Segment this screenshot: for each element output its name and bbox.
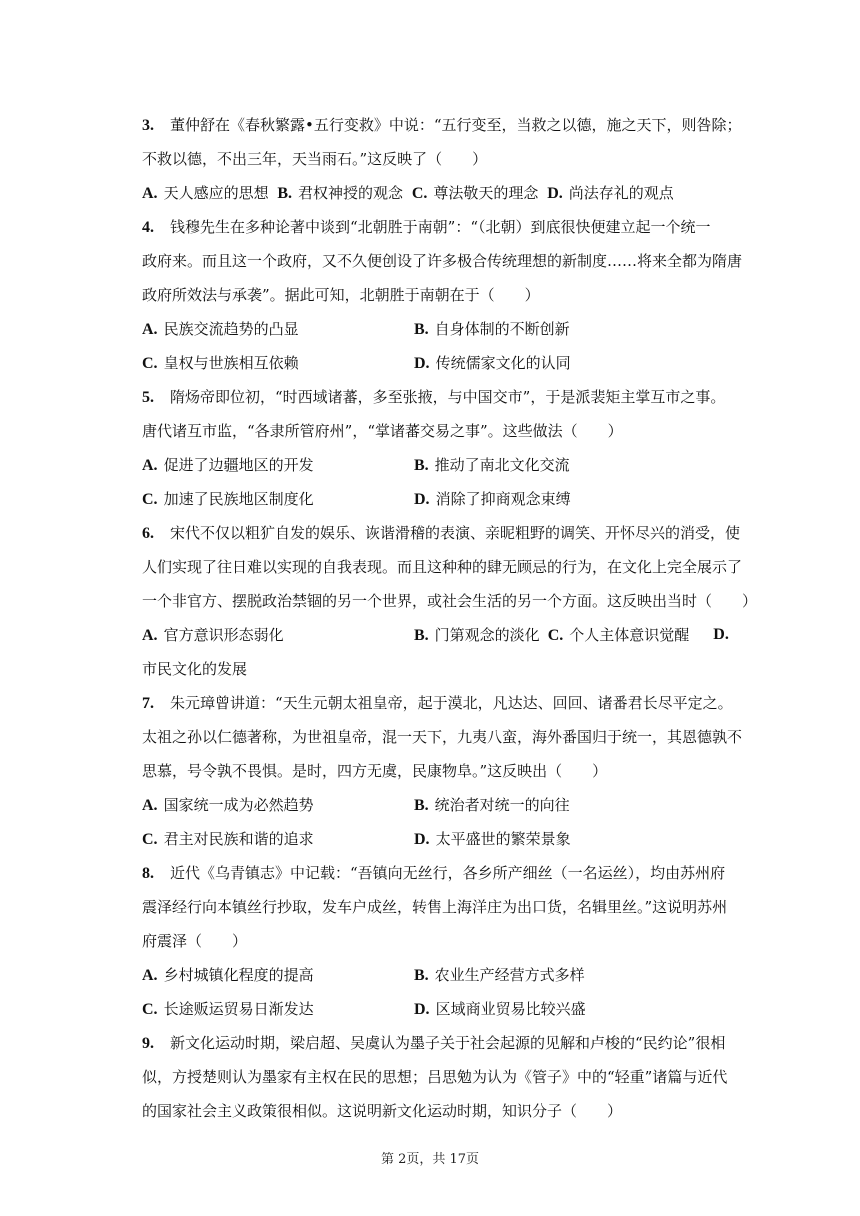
question-number: 3.: [142, 117, 154, 134]
option-c[interactable]: C. 个人主体意识觉醒: [547, 626, 690, 644]
question-9-line-2: 似，方授楚则认为墨家有主权在民的思想；吕思勉为认为《管子》中的“轻重”诸篇与近代: [142, 1068, 728, 1086]
option-c[interactable]: C. 长途贩运贸易日渐发达: [142, 1000, 314, 1018]
question-8-options-row-1: [142, 958, 750, 992]
option-b[interactable]: B. 农业生产经营方式多样: [414, 966, 585, 984]
option-b[interactable]: B. 统治者对统一的向往: [414, 796, 570, 814]
page-footer: 第 2页，共 17页: [380, 1152, 480, 1167]
option-d[interactable]: D. 区域商业贸易比较兴盛: [414, 1000, 586, 1018]
question-3-options: [142, 176, 750, 210]
question-9-line-3: 的国家社会主义政策很相似。这说明新文化运动时期，知识分子（ ）: [142, 1102, 623, 1120]
question-7-line-3: 思慕，号令孰不畏惧。是时，四方无虞，民康物阜。”这反映出（ ）: [142, 762, 608, 780]
question-7-options-row-1: [142, 788, 750, 822]
question-text: 董仲舒在《春秋繁露•五行变救》中说：“五行变至，当救之以德，施之天下，则咎除；: [170, 116, 742, 134]
question-3-line-1: [142, 108, 750, 142]
question-6-line-1: [142, 516, 750, 550]
question-8-line-3: 府震泽（ ）: [142, 932, 248, 950]
option-b[interactable]: B. 门第观念的淡化: [414, 626, 540, 644]
question-8-options-row-2: [142, 992, 750, 1026]
question-text: 新文化运动时期，梁启超、吴虞认为墨子关于社会起源的见解和卢梭的“民约论”很相: [170, 1034, 726, 1052]
question-6-line-2: 人们实现了往日难以实现的自我表现。而且这种种的肆无顾忌的行为，在文化上完全展示了: [142, 558, 743, 576]
question-5-line-2: 唐代诸互市监，“各隶所管府州”，“掌诸蕃交易之事”。这些做法（ ）: [142, 422, 623, 440]
option-d-text-wrapped: 市民文化的发展: [142, 660, 248, 678]
question-7-line-2: 太祖之孙以仁德著称，为世祖皇帝，混一天下，九夷八蛮，海外番国归于统一，其恩德孰不: [142, 728, 743, 746]
question-6-line-3: 一个非官方、摆脱政治禁锢的另一个世界，或社会生活的另一个方面。这反映出当时（ ）: [142, 592, 758, 610]
question-text: 近代《乌青镇志》中记载：“吾镇向无丝行，各乡所产细丝（一名运丝），均由苏州府: [170, 864, 726, 882]
question-4-options-row-1: [142, 312, 750, 346]
option-d-letter[interactable]: D.: [713, 626, 729, 643]
question-8-line-1: [142, 856, 750, 890]
question-text: 钱穆先生在多种论著中谈到“北朝胜于南朝”：“（北朝）到底很快便建立起一个统一: [170, 218, 711, 236]
option-a[interactable]: A. 国家统一成为必然趋势: [142, 796, 314, 814]
option-d[interactable]: D. 尚法存礼的观点: [547, 184, 674, 202]
question-7-options-row-2: [142, 822, 750, 856]
question-text: 宋代不仅以粗犷自发的娱乐、诙谐滑稽的表演、亲昵粗野的调笑、开怀尽兴的消受，使: [170, 524, 741, 542]
question-4-line-1: [142, 210, 750, 244]
question-5-options-row-1: [142, 448, 750, 482]
question-number: 6.: [142, 525, 154, 542]
question-6-options-row-1: [142, 618, 750, 652]
question-5-options-row-2: [142, 482, 750, 516]
option-b[interactable]: B. 自身体制的不断创新: [414, 320, 570, 338]
option-a[interactable]: A. 天人感应的思想: [142, 184, 269, 202]
question-number: 9.: [142, 1035, 154, 1052]
question-text: 朱元璋曾讲道：“天生元朝太祖皇帝，起于漠北，凡达达、回回、诸番君长尽平定之。: [170, 694, 733, 712]
option-c[interactable]: C. 皇权与世族相互依赖: [142, 354, 299, 372]
option-a[interactable]: A. 促进了边疆地区的开发: [142, 456, 314, 474]
question-text: 隋炀帝即位初，“时西域诸蕃，多至张掖，与中国交市”，于是派裴矩主掌互市之事。: [170, 388, 726, 406]
option-c[interactable]: C. 君主对民族和谐的追求: [142, 830, 314, 848]
question-number: 7.: [142, 695, 154, 712]
question-4-line-3: 政府所效法与承袭”。据此可知，北朝胜于南朝在于（ ）: [142, 286, 540, 304]
question-number: 5.: [142, 389, 154, 406]
option-d[interactable]: D. 消除了抑商观念束缚: [414, 490, 571, 508]
option-b[interactable]: B. 推动了南北文化交流: [414, 456, 570, 474]
option-c[interactable]: C. 尊法敬天的理念: [411, 184, 539, 202]
option-d[interactable]: D. 太平盛世的繁荣景象: [414, 830, 571, 848]
option-b[interactable]: B. 君权神授的观念: [277, 184, 404, 202]
question-4-line-2: 政府来。而且这一个政府，又不久便创设了许多极合传统理想的新制度……将来全都为隋唐: [142, 252, 743, 270]
exam-page-content: [142, 108, 758, 1128]
question-number: 4.: [142, 219, 154, 236]
option-a[interactable]: A. 民族交流趋势的凸显: [142, 320, 299, 338]
question-7-line-1: [142, 686, 750, 720]
option-d[interactable]: D. 传统儒家文化的认同: [414, 354, 571, 372]
option-a[interactable]: A. 官方意识形态弱化: [142, 626, 284, 644]
question-9-line-1: [142, 1026, 750, 1060]
question-8-line-2: 震泽经行向本镇丝行抄取，发车户成丝，转售上海洋庄为出口货，名辑里丝。”这说明苏州: [142, 898, 728, 916]
option-a[interactable]: A. 乡村城镇化程度的提高: [142, 966, 314, 984]
option-c[interactable]: C. 加速了民族地区制度化: [142, 490, 314, 508]
question-4-options-row-2: [142, 346, 750, 380]
question-3-line-2: 不救以德，不出三年，天当雨石。”这反映了（ ）: [142, 150, 488, 168]
question-number: 8.: [142, 865, 154, 882]
question-5-line-1: [142, 380, 750, 414]
